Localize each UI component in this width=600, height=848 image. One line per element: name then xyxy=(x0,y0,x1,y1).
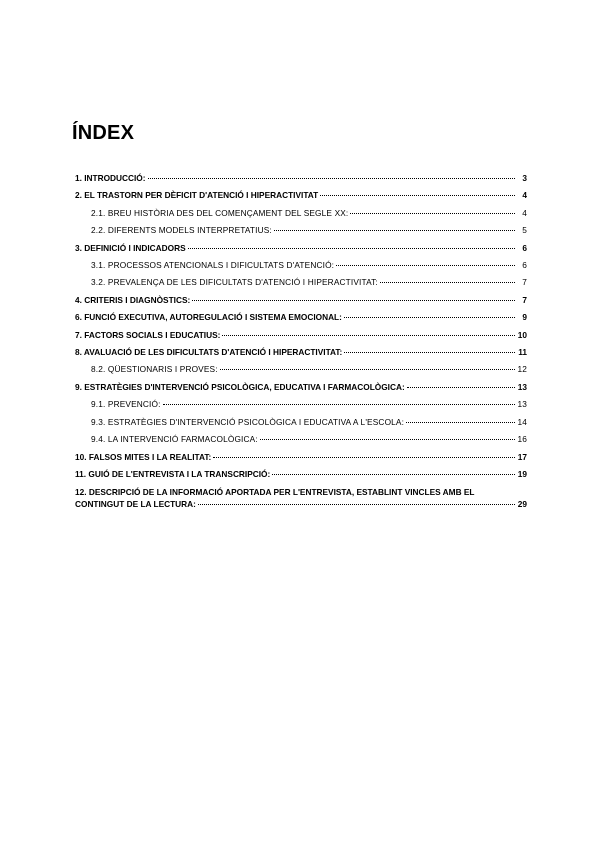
toc-entry-page: 19 xyxy=(517,468,527,479)
toc-entry-label: 9.1. PREVENCIÓ: xyxy=(91,399,161,410)
toc-entry-page: 7 xyxy=(522,294,527,305)
toc-entry-page: 9 xyxy=(522,312,527,323)
toc-entry-page: 10 xyxy=(517,329,527,340)
dot-leader xyxy=(148,177,515,179)
toc-entry-page: 4 xyxy=(522,190,527,201)
toc-entry-page: 13 xyxy=(517,399,527,410)
toc-entry-label: 9. ESTRATÈGIES D'INTERVENCIÓ PSICOLÒGICA, EDUCATIVA I FARMACOLÒGICA: xyxy=(75,381,405,392)
toc-entry-6[interactable] xyxy=(75,309,527,326)
toc-entry-page: 16 xyxy=(517,434,527,445)
toc-entry-9-3[interactable] xyxy=(75,414,527,431)
dot-leader xyxy=(192,299,515,301)
dot-leader xyxy=(220,368,515,370)
toc-entry-page: 5 xyxy=(522,225,527,236)
toc-entry-page: 7 xyxy=(522,277,527,288)
toc-entry-label: 11. GUIÓ DE L'ENTREVISTA I LA TRANSCRIPCIÓ: xyxy=(75,468,271,479)
toc-entry-page: 13 xyxy=(517,381,527,392)
dot-leader xyxy=(274,229,515,231)
dot-leader xyxy=(272,473,515,475)
toc-entry-label: 9.3. ESTRATÈGIES D'INTERVENCIÓ PSICOLÒGICA I EDUCATIVA A L'ESCOLA: xyxy=(91,416,405,427)
toc-entry-page: 6 xyxy=(522,260,527,271)
toc-entry-7[interactable] xyxy=(75,327,527,344)
toc-entry-page: 14 xyxy=(517,416,527,427)
dot-leader xyxy=(222,334,515,336)
page-title: ÍNDEX xyxy=(72,122,135,144)
toc-entry-label: 4. CRITERIS I DIAGNÒSTICS: xyxy=(75,294,191,305)
dot-leader xyxy=(344,351,515,353)
toc-entry-label-line1: 12. DESCRIPCIÓ DE LA INFORMACIÓ APORTADA PER L'ENTREVISTA, ESTABLINT VINCLES AMB EL xyxy=(75,487,475,498)
dot-leader xyxy=(260,438,515,440)
toc-entry-label: 2.1. BREU HISTÒRIA DES DEL COMENÇAMENT DEL SEGLE XX: xyxy=(91,207,349,218)
toc-entry-label: 1. INTRODUCCIÓ: xyxy=(75,173,146,183)
dot-leader xyxy=(163,403,515,405)
toc-entry-label: 7. FACTORS SOCIALS I EDUCATIUS: xyxy=(75,329,221,340)
toc-entry-11[interactable] xyxy=(75,466,527,483)
toc-entry-1[interactable] xyxy=(75,170,527,187)
toc-entry-9[interactable] xyxy=(75,379,527,396)
dot-leader xyxy=(407,386,515,388)
toc-entry-page: 12 xyxy=(517,364,527,375)
toc-entry-2[interactable] xyxy=(75,187,527,204)
toc-entry-3[interactable] xyxy=(75,240,527,257)
dot-leader xyxy=(336,264,515,266)
dot-leader xyxy=(198,503,515,505)
dot-leader xyxy=(320,194,515,196)
toc-entry-10[interactable] xyxy=(75,449,527,466)
toc-entry-2-1[interactable] xyxy=(75,205,527,222)
toc-entry-4[interactable] xyxy=(75,292,527,309)
toc-entry-label: 3.1. PROCESSOS ATENCIONALS I DIFICULTATS D'ATENCIÓ: xyxy=(91,260,335,271)
toc-entry-label: 3.2. PREVALENÇA DE LES DIFICULTATS D'ATENCIÓ I HIPERACTIVITAT: xyxy=(91,277,378,288)
toc-entry-page: 17 xyxy=(517,451,527,462)
dot-leader xyxy=(406,421,515,423)
toc-entry-page: 3 xyxy=(522,173,527,183)
toc-entry-12[interactable] xyxy=(75,483,527,510)
toc-entry-8-2[interactable] xyxy=(75,361,527,378)
toc-entry-2-2[interactable] xyxy=(75,222,527,239)
toc-entry-label: 6. FUNCIÓ EXECUTIVA, AUTOREGULACIÓ I SISTEMA EMOCIONAL: xyxy=(75,312,342,323)
dot-leader xyxy=(380,281,515,283)
toc-entry-label: 2.2. DIFERENTS MODELS INTERPRETATIUS: xyxy=(91,225,272,236)
toc-entry-label-line2: CONTINGUT DE LA LECTURA: xyxy=(75,499,196,510)
toc-entry-page: 4 xyxy=(522,207,527,218)
table-of-contents xyxy=(75,170,527,510)
dot-leader xyxy=(213,456,515,458)
toc-entry-page: 11 xyxy=(518,347,527,358)
toc-entry-page: 29 xyxy=(517,499,527,510)
toc-entry-label: 10. FALSOS MITES I LA REALITAT: xyxy=(75,451,212,462)
toc-entry-label: 8.2. QÜESTIONARIS I PROVES: xyxy=(91,364,218,375)
toc-entry-label: 8. AVALUACIÓ DE LES DIFICULTATS D'ATENCIÓ I HIPERACTIVITAT: xyxy=(75,347,343,358)
dot-leader xyxy=(188,247,515,249)
toc-entry-3-2[interactable] xyxy=(75,274,527,291)
toc-entry-9-4[interactable] xyxy=(75,431,527,448)
toc-entry-label: 2. EL TRASTORN PER DÈFICIT D'ATENCIÓ I HIPERACTIVITAT xyxy=(75,190,319,201)
toc-entry-9-1[interactable] xyxy=(75,396,527,413)
toc-entry-page: 6 xyxy=(522,242,527,253)
toc-entry-label: 9.4. LA INTERVENCIÓ FARMACOLÒGICA: xyxy=(91,434,258,445)
dot-leader xyxy=(350,212,515,214)
toc-entry-8[interactable] xyxy=(75,344,527,361)
dot-leader xyxy=(344,316,515,318)
toc-entry-label: 3. DEFINICIÓ I INDICADORS xyxy=(75,242,186,253)
toc-entry-3-1[interactable] xyxy=(75,257,527,274)
